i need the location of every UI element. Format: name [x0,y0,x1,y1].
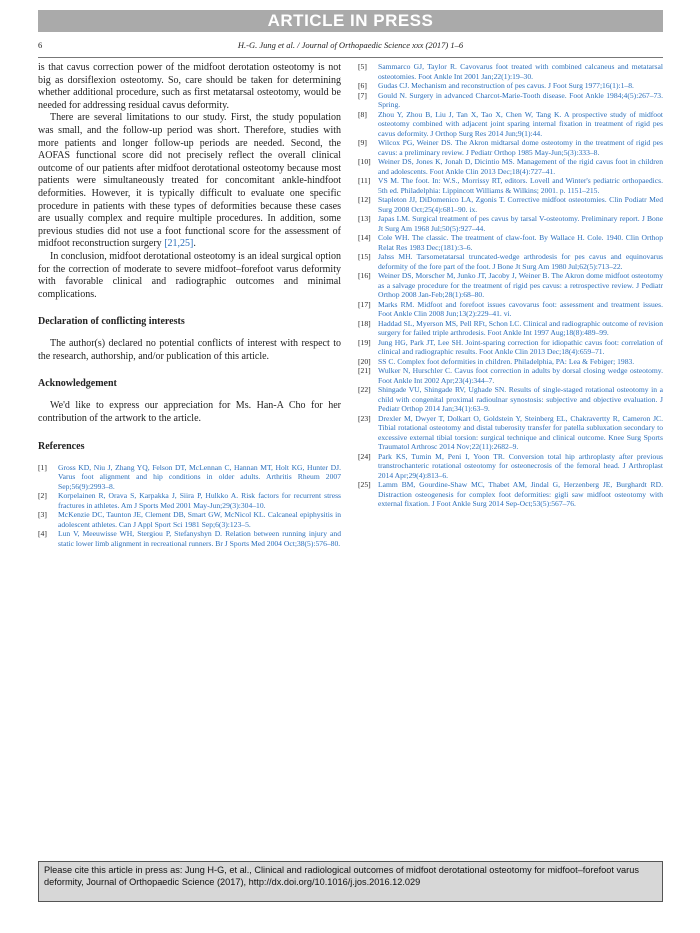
reference-number: [6] [358,81,367,90]
reference-link[interactable]: Jung HG, Park JT, Lee SH. Joint-sparing correction for idiopathic cavus foot: correlation of clinical and radiographic results. Foot Ankle Clin 2013 Dec;18(4):659–71. [378,337,663,356]
reference-link[interactable]: McKenzie DC, Taunton JE, Clement DB, Smart GW, McNicol KL. Calcaneal epiphysitis in adolescent athletes. Can J Appl Sport Sci 1981 Sep;6(3):123–5. [58,510,341,529]
reference-link[interactable]: VS M. The foot. In: W.S., Morrissy RT, editors. Lovell and Winter's pediatric orthopaedics. 5th ed. Philadelphia: Lippincott Williams & Wilkins; 2001. p. 1151–215. [378,176,663,195]
reference-number: [12] [358,195,371,204]
reference-item [38,463,341,492]
reference-number: [18] [358,318,371,328]
reference-number: [23] [358,413,371,423]
reference-item [358,480,663,509]
reference-item [38,491,341,510]
reference-item [358,214,663,233]
reference-link[interactable]: Marks RM. Midfoot and forefoot issues cavovarus foot: assessment and treatment issues. Foot Ankle Clin 2008 Jun;13(2):229–41. vi. [378,299,663,318]
reference-number: [10] [358,157,371,166]
paragraph-discussion-end: is that cavus correction power of the midfoot derotation osteotomy is not big as dorsiflexion osteotomy. So, care should be taken for determining whether additional procedure, such as first metatarsal osteotomy, would be needed for addressing residual cavus deformity. [38,62,341,111]
reference-link[interactable]: Wulker N, Hurschler C. Cavus foot correction in adults by dorsal closing wedge osteotomy. Foot Ankle Int 2002 Apr;23(4):344–7. [378,366,663,385]
reference-link[interactable]: Gudas CJ. Mechanism and reconstruction of pes cavus. J Foot Surg 1977;16(1):1–8. [378,81,634,90]
reference-number: [5] [358,62,367,71]
reference-link[interactable]: Lun V, Meeuwisse WH, Stergiou P, Stefanyshyn D. Relation between running injury and static lower limb alignment in recreational runners. Br J Sports Med 2004 Oct;38(5):576–80. [58,529,341,548]
reference-link[interactable]: Lamm BM, Gourdine-Shaw MC, Thabet AM, Jindal G, Herzenberg JE, Burghardt RD. Distraction osteogenesis for complex foot deformities: gigli saw midfoot osteotomy with external fixation. J Foot Ankle Surg 2014 Sep-Oct;53(5):567–76. [378,480,663,508]
reference-number: [11] [358,176,371,185]
reference-link[interactable]: Wilcox PG, Weiner DS. The Akron midtarsal dome osteotomy in the treatment of rigid pes cavus: a preliminary review. J Pediatr Orthop 1985 May-Jun;5(3):333–8. [378,138,663,157]
reference-item [358,357,663,367]
reference-item [358,62,663,81]
reference-number: [17] [358,299,371,309]
paragraph-conclusion: In conclusion, midfoot derotational osteotomy is an ideal surgical option for the correction of moderate to severe midfoot–forefoot varus deformity with favorable clinical and radiographic outcomes and minimal complications. [38,250,341,300]
left-column [38,62,341,548]
reference-item [358,233,663,252]
reference-link[interactable]: Weiner DS, Morscher M, Junko JT, Jacoby J, Weiner B. The Akron dome midfoot osteotomy as a salvage procedure for the treatment of rigid pes cavus: a retrospective review. J Pediatr Orthop 2008 Jan-Feb;28(1):68–80. [378,271,663,299]
reference-item [358,176,663,195]
running-header [38,40,663,54]
reference-link[interactable]: Cole WH. The classic. The treatment of claw-foot. By Wallace H. Cole. 1940. Clin Orthop Relat Res 1983 Dec;(181):3–6. [378,233,663,252]
reference-item [358,157,663,176]
reference-link[interactable]: Korpelainen R, Orava S, Karpakka J, Siira P, Hulkko A. Risk factors for recurrent stress fractures in athletes. Am J Sports Med 2001 May-Jun;29(3):304–10. [58,491,341,510]
reference-number: [4] [38,529,47,539]
reference-item [358,195,663,214]
article-in-press-banner: ARTICLE IN PRESS [38,10,663,32]
citation-footer-box: Please cite this article in press as: Jung H-G, et al., Clinical and radiological outcomes of midfoot derotational osteotomy for midfoot–forefoot varus deformity, Journal of Orthopaedic Science (2017), http://dx.doi.org/10.1016/j.jos.2016.12.029 [38,861,663,902]
reference-link[interactable]: Park KS, Tumin M, Peni I, Yoon TR. Conversion total hip arthroplasty after previous transtrochanteric rotational osteotomy for osteonecrosis of the femoral head. J Arthroplast 2014 Apr;29(4):813–6. [378,451,663,480]
reference-link[interactable]: Sammarco GJ, Taylor R. Cavovarus foot treated with combined calcaneus and metatarsal osteotomies. Foot Ankle Int 2001 Jan;22(1):19–30. [378,62,663,81]
limitations-text-end: . [193,238,196,250]
reference-number: [3] [38,510,47,520]
reference-number: [22] [358,385,371,394]
reference-link[interactable]: Stapleton JJ, DiDomenico LA, Zgonis T. Corrective midfoot osteotomies. Clin Podiatr Med Surg 2008 Oct;25(4):681–90. ix. [378,195,663,214]
reference-item [358,138,663,157]
reference-item [358,300,663,319]
reference-link[interactable]: Haddad SL, Myerson MS, Pell RFt, Schon LC. Clinical and radiographic outcome of revision surgery for failed triple arthrodesis. Foot Ankle Int 1997 Aug;18(8):489–99. [378,318,663,337]
reference-item [38,529,341,548]
reference-item [358,81,663,91]
reference-link[interactable]: Weiner DS, Jones K, Jonah D, Dicintio MS. Management of the rigid cavus foot in children and adolescents. Foot Ankle Clin 2013 Dec;18(4):727–41. [378,157,663,176]
reference-item [358,452,663,481]
reference-link[interactable]: Jahss MH. Tarsometatarsal truncated-wedge arthrodesis for pes cavus and equinovarus deformity of the fore part of the foot. J Bone Jt Surg Am 1980 Jul;62(5):713–22. [378,252,663,271]
reference-link[interactable]: Zhou Y, Zhou B, Liu J, Tan X, Tao X, Chen W, Tang K. A prospective study of midfoot osteotomy combined with adjacent joint sparing internal fixation in treatment of rigid pes cavus deformity. J Orthop Surg Res 2014 Jun;9(1):44. [378,109,663,138]
conflicts-heading: Declaration of conflicting interests [38,316,185,328]
reference-item [358,414,663,452]
acknowledgement-text: We'd like to express our appreciation for Ms. Han-A Cho for her contribution of the artwork to the article. [38,400,341,425]
page-number: 6 [38,40,43,50]
references-heading: References [38,440,85,452]
reference-number: [25] [358,480,371,489]
journal-citation-header: H.-G. Jung et al. / Journal of Orthopaedic Science xxx (2017) 1–6 [237,40,464,50]
reference-number: [8] [358,109,367,119]
reference-item [358,366,663,385]
paragraph-limitations [38,112,341,251]
reference-item [358,252,663,271]
reference-link[interactable]: Gould N. Surgery in advanced Charcot-Marie-Tooth disease. Foot Ankle 1984;4(5):267–73. Spring. [378,90,663,109]
reference-link[interactable]: SS C. Complex foot deformities in children. Philadelphia, PA: Lea & Febiger; 1983. [378,356,635,366]
reference-number: [15] [358,252,371,261]
reference-number: [1] [38,462,47,472]
reference-item [358,338,663,357]
reference-number: [2] [38,491,47,501]
conflicts-text: The author(s) declared no potential conflicts of interest with respect to the research, authorship, and/or publication of this article. [38,338,341,362]
reference-number: [24] [358,451,371,461]
reference-item [38,510,341,529]
reference-number: [16] [358,271,371,280]
reference-item [358,91,663,110]
reference-item [358,271,663,300]
header-rule [38,57,663,58]
reference-number: [9] [358,138,367,147]
reference-number: [13] [358,214,371,223]
reference-link[interactable]: Drexler M, Dwyer T, Dolkart O, Goldstein Y, Steinberg EL, Chakravertty R, Cameron JC. Tibial rotational osteotomy and distal tuberosity transfer for patella subluxation secondary to excessive external tibial torsion: surgical technique and clinical outcome. Knee Surg Sports Traumatol Arthrosc 2014 Nov;22(11):2682–9. [378,413,663,451]
right-column-references [358,62,663,509]
reference-number: [20] [358,356,371,366]
reference-link[interactable]: Japas LM. Surgical treatment of pes cavus by tarsal V-osteotomy. Preliminary report. J Bone Jt Surg Am 1968 Jul;50(5):927–44. [378,214,663,233]
reference-link[interactable]: Gross KD, Niu J, Zhang YQ, Felson DT, McLennan C, Hannan MT, Holt KG, Hunter DJ. Varus foot alignment and hip conditions in older adults. Arthritis Rheum 2007 Sep;56(9):2993–8. [58,462,341,491]
limitations-text: There are several limitations to our study. First, the study population was small, and the follow-up period was short. Therefore, studies with more patients and longer follow-up periods are needed. Second, the AOFAS functional score did not precisely reflect the overall clinical outcome of our patients after midfoot derotational osteotomy because most patients were simultaneously treated for concomitant ankle-hindfoot deformities. However, it is typically difficult to evaluate one specific procedure in patients with these types of deformities because these cases are usually complex and require multiple procedures. In addition, some previous studies did not use a foot functional score for the assessment of midfoot reconstruction surgery [38,112,341,250]
reference-item [358,319,663,338]
reference-item [358,385,663,414]
reference-link[interactable]: Shingade VU, Shingade RV, Ughade SN. Results of single-staged rotational osteotomy in a child with congenital proximal radioulnar synostosis: subjective and objective evaluation. J Pediatr Orthop 2014 Jan;34(1):63–9. [378,385,663,413]
reference-item [358,110,663,139]
acknowledgement-heading: Acknowledgement [38,378,117,390]
reference-number: [21] [358,366,371,375]
reference-number: [7] [358,90,367,100]
reference-number: [19] [358,337,371,347]
citation-link-21-25[interactable]: [21,25] [164,238,194,250]
reference-number: [14] [358,233,371,242]
